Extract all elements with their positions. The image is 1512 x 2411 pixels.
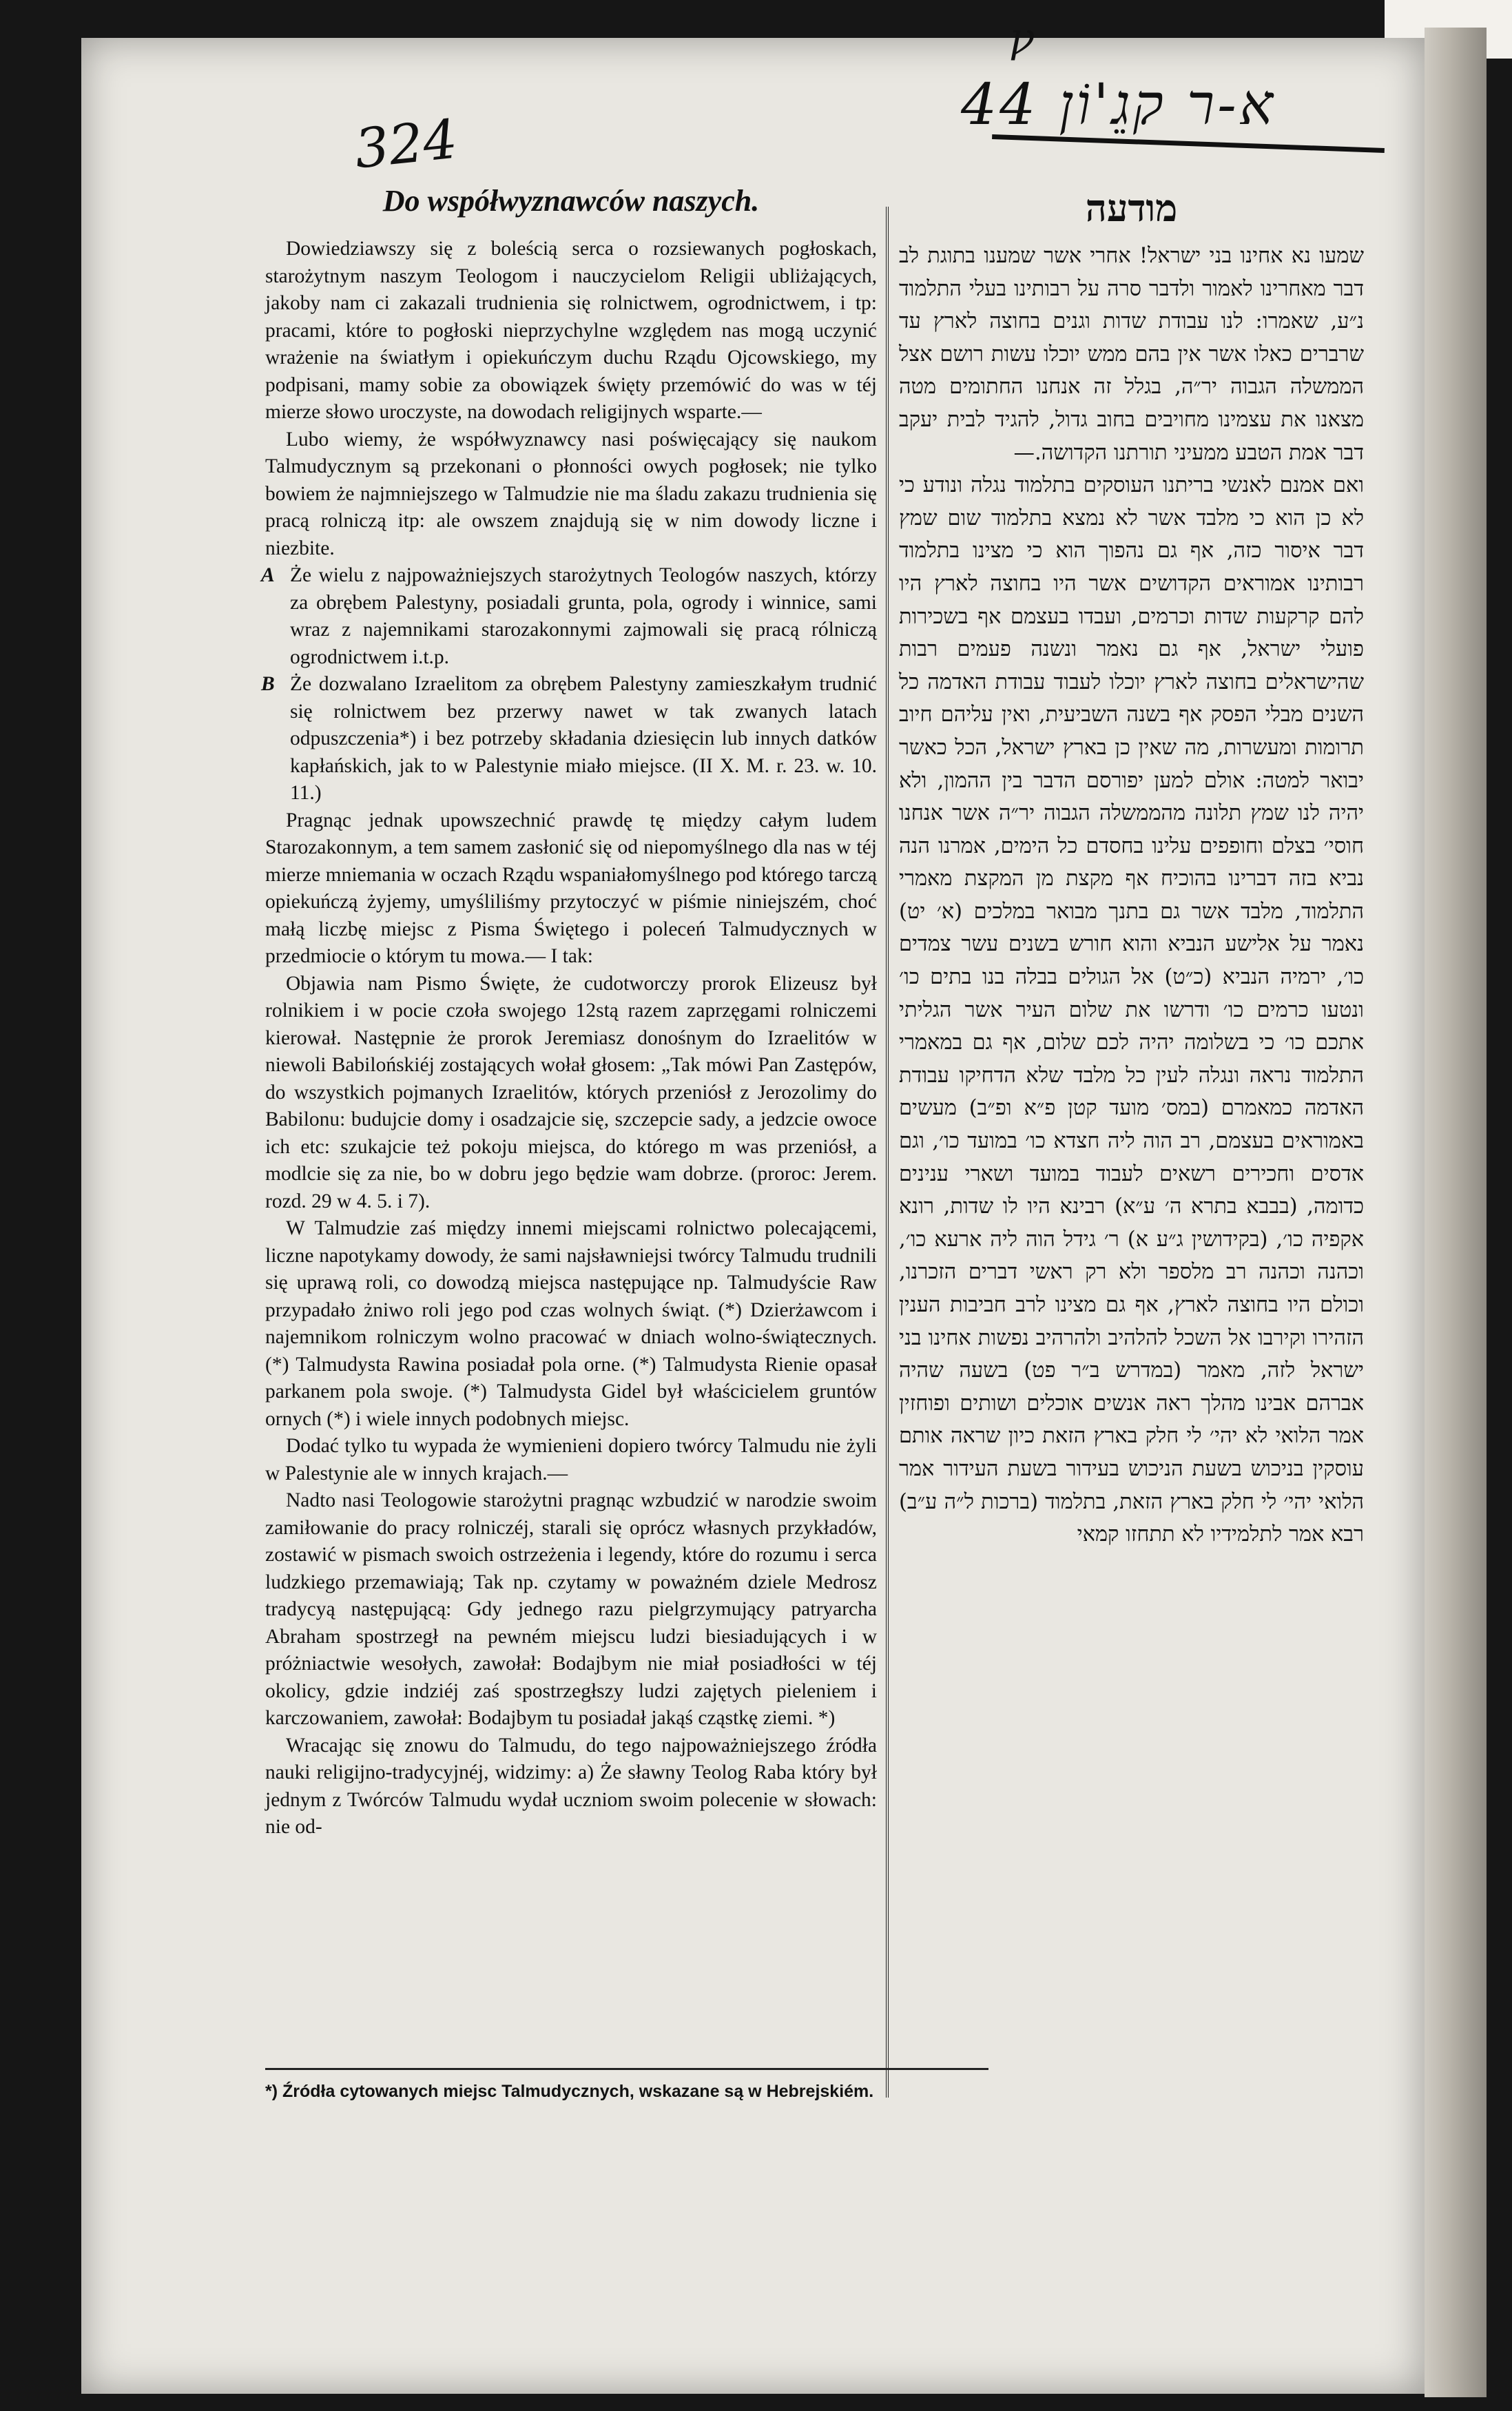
- hebrew-paragraph: ואם אמנם לאנשי בריתנו העוסקים בתלמוד נגלה ונודע כי לא כן הוא כי מלבד אשר לא נמצא בתלמוד שום שמץ דבר איסור כזה, אף גם נהפוך הוא כי מצינו בתלמוד רבותינו אמוראים הקדושים אשר היו בחוצה לארץ היו להם קרקעות שדות וכרמים, ועבדו בעצמם אף בשכירות פועלי ישראל, אף גם נאמר ונשנה פעמים רבות שהישראלים בחוצה לארץ יוכלו לעבוד עבודת האדמה כל השנים מבלי הפסק אף בשנה השביעית, ואין עליהם חיוב תרומות ומעשרות, מה שאין כן בארץ ישראל, הכל כאשר יבואר למטה: אולם למען יפורסם הדבר בין ההמון, ולא יהיה לנו שמץ תלונה מהממשלה הגבוה יר״ה אשר אנחנו חוסי׳ בצלם וחופפים עלינו בחסדם כל הימים, אמרנו הנה נביא בזה דברינו בהוכיח אף מקצת מן המקצת מאמרי התלמוד, מלבד אשר גם בתנך מבואר במלכים (א׳ יט) נאמר על אלישע הנביא והוא חורש בשנים עשר צמדים כו׳, ירמיה הנביא (כ״ט) אל הגולים בבלה בנו בתים כו׳ ונטעו כרמים כו׳ ודרשו את שלום העיר אשר הגליתי אתכם כו׳ כי בשלומה יהיה לכם שלום, אף גם במאמרי התלמוד נראה ונגלה לעין כל מלבד שלא הדחיקו עבודת האדמה כמאמרם (במס׳ מועד קטן פ״א ופ״ב) מעשים באמוראים בעצמם, רב הוה ליה חצדא כו׳ במועד כו׳, וגם אדסים וחכירים רשאים לעבוד במועד ושארי ענינים כדומה, (בבבא בתרא ה׳ ע״א) רבינא היו לו שדות, רונא אקפיה כו׳, (בקידושין ג״ע א) ר׳ גידל הוה ליה ארעא כו׳, וכהנה וכהנה רב מלספר ולא רק ראשי דברים הזכרנו, וכולם היו בחוצה לארץ, אף גם מצינו לרב חביבות הענין הזהירו וקירבו אל השכל להלהיב ולהרהיב נפשות אחינו בני ישראל לזה, מאמר (במדרש ב״ר פט) בשעה שהיה אברהם אבינו מהלך ראה אנשים אוכלים ושותים ופוחזין אמר הלואי לא יהי׳ לי חלק בארץ הזאת כיון שראה אותם עוסקין בניכוש בשעת הניכוש בעידור בשעת העידור אמר הלואי יהי׳ לי חלק בארץ הזאת, בתלמוד (ברכות ל״ה ע״ב) רבא אמר לתלמידיו לא תתחזו קמאי: [899, 473, 1364, 1547]
- polish-list-item: [261, 671, 877, 807]
- hebrew-paragraph: שמעו נא אחינו בני ישראל! אחרי אשר שמענו בתוגת לב דבר מאחרינו לאמור ולדבר סרה על רבותינו בעלי התלמוד נ״ע, שאמרו: לנו עבודת שדות וגנים בחוצה לארץ עד שרברים כאלו אשר אין בהם ממש יוכלו עשות רושם אצל הממשלה הגבוה יר״ה, בגלל זה אנחנו החתומים מטה מצאנו את עצמינו מחויבים בחוב גדול, להגיד לבית יעקב דבר אמת הטבע ממעיני תורתנו הקדושה.—: [899, 244, 1364, 465]
- polish-title: Do współwyznawców naszych.: [382, 184, 760, 218]
- hebrew-title: מודעה: [1085, 186, 1178, 230]
- list-marker: B: [261, 673, 275, 695]
- list-item-text: Że dozwalano Izraelitom za obrębem Palestyny zamieszkałym trudnić się rolnictwem bez przerwy nawet w tak zwanych latach odpuszczenia*) i bez potrzeby składania dziesięcin lub innych datków kapłańskich, jak to w Palestynie miało miejsce. (II X. M. r. 23. w. 10. 11.): [290, 673, 877, 804]
- polish-paragraph: Lubo wiemy, że współwyznawcy nasi poświęcający się naukom Talmudycznym są przekonani o płonności owych pogłosek; nie tylko bowiem że najmniejszego w Talmudzie nie ma śladu zakazu trudnienia się pracą rolniczą itp: ale owszem znajdują się w nim dowody liczne i niezbite.: [265, 428, 877, 559]
- polish-column: [261, 180, 877, 1841]
- footnote-rule: [265, 2068, 988, 2070]
- list-item-text: Że wielu z najpoważniejszych starożytnych Teologów naszych, którzy za obrębem Palestyny, posiadali grunta, pola, ogrody i winnice, sami wraz z najemnikami starozakonnymi zajmowali się pracą rólniczą ogrodnictwem i.t.p.: [290, 564, 877, 668]
- handwritten-mark: ꝩ: [1009, 14, 1035, 62]
- footnote: *) Źródła cytowanych miejsc Talmudycznych, wskazane są w Hebrejskiém.: [265, 2082, 874, 2101]
- handwritten-page-number: 324: [351, 108, 461, 181]
- polish-paragraph: Wracając się znowu do Talmudu, do tego najpoważniejszego źródła nauki religijno-tradycyjnéj, widzimy: a) Że sławny Teolog Raba który był jednym z Twórców Talmudu wydał uczniom swoim polecenie w słowach: nie od-: [265, 1734, 877, 1838]
- handwritten-signature: א-ר קגֵ'וֹן 44: [961, 72, 1276, 138]
- polish-list-item: [261, 562, 877, 671]
- list-marker: A: [261, 564, 275, 586]
- polish-paragraph: Pragnąc jednak upowszechnić prawdę tę między całym ludem Starozakonnym, a tem samem zasłonić się od niepomyślnego dla nas w téj mierze mniemania w oczach Rządu wspaniałomyślnego pod którego tarczą opiekuńczą żyjemy, umyśliliśmy przytoczyć w piśmie niniejszém, choć małą liczbę miejsc z Pisma Świętego i poleceń Talmudycznych w przedmiocie o którym tu mowa.— I tak:: [265, 809, 877, 967]
- polish-paragraph: Dodać tylko tu wypada że wymienieni dopiero twórcy Talmudu nie żyli w Palestynie ale w innych krajach.—: [265, 1435, 877, 1484]
- column-divider: [886, 207, 889, 2098]
- polish-paragraph: W Talmudzie zaś między innemi miejscami rolnictwo polecającemi, liczne napotykamy dowody, że sami najsławniejsi twórcy Talmudu trudnili się uprawą roli, co dowodzą miejsca następujące np. Talmudyście Raw przypadało żniwo roli jego pod czas wolnych świąt. (*) Dzierżawcom i najemnikom rolniczym wolno pracować w dniach wolno-świątecznych. (*) Talmudysta Rawina posiadał pola orne. (*) Talmudysta Rienie opasał parkanem pola swoje. (*) Talmudysta Gidel był właścicielem gruntów ornych (*) i wiele innych podobnych miejsc.: [265, 1217, 877, 1430]
- polish-paragraph: Objawia nam Pismo Święte, że cudotworczy prorok Elizeusz był rolnikiem i w pocie czoła swojego 12stą razem zaprzęgami rolniczemi kierował. Następnie że prorok Jeremiasz donośnym do Izraelitów w niewoli Babilońskiéj zostających wołał głosem: „Tak mówi Pan Zastępów, do wszystkich pojmanych Izraelitów, których przeniósł z Jerozolimy do Babilonu: budujcie domy i osadzajcie się, szczepcie sady, a jedzcie owoce ich etc: szukajcie też pokoju miejsca, do którego m was przeniósł, a modlcie się za nie, bo w dobru jego będzie wam dobrze. (proroc: Jerem. rozd. 29 w 4. 5. i 7).: [265, 972, 877, 1212]
- polish-paragraph: Dowiedziawszy się z boleścią serca o rozsiewanych pogłoskach, starożytnym naszym Teologom i nauczycielom Religii ubliżających, jakoby nam ci zakazali trudnienia się rolnictwem, ogrodnictwem, i tp: pracami, które to pogłoski nieprzychylne względem nas mogą uczynić wrażenie na światłym i opiekuńczym duchu Rządu Ojcowskiego, my podpisani, mamy sobie za obowiązek święty przemówić do was w téj mierze słowo uroczyste, na dowodach religijnych wsparte.—: [265, 238, 877, 423]
- page-edge: [1425, 28, 1487, 2397]
- hebrew-column: [899, 180, 1364, 1551]
- polish-paragraph: Nadto nasi Teologowie starożytni pragnąc wzbudzić w narodzie swoim zamiłowanie do pracy rolniczéj, starali się oprócz własnych przykładów, zostawić w pismach swoich ostrzeżenia i legendy, które do rozumu i serca ludzkiego przemawiają; Tak np. czytamy w poważném dziele Medrosz tradycyą następującą: Gdy jednego razu pielgrzymujący patryarcha Abraham spostrzegł na pewném miejscu ludzi biesiadujących i w próżniactwie wesołych, zawołał: Bodajbym nie miał posiadłości w téj okolicy, gdzie indziéj zaś spostrzegłszy ludzi zajętych pieleniem i karczowaniem, zawołał: Bodajbym tu posiadał jakąś cząstkę ziemi. *): [265, 1489, 877, 1729]
